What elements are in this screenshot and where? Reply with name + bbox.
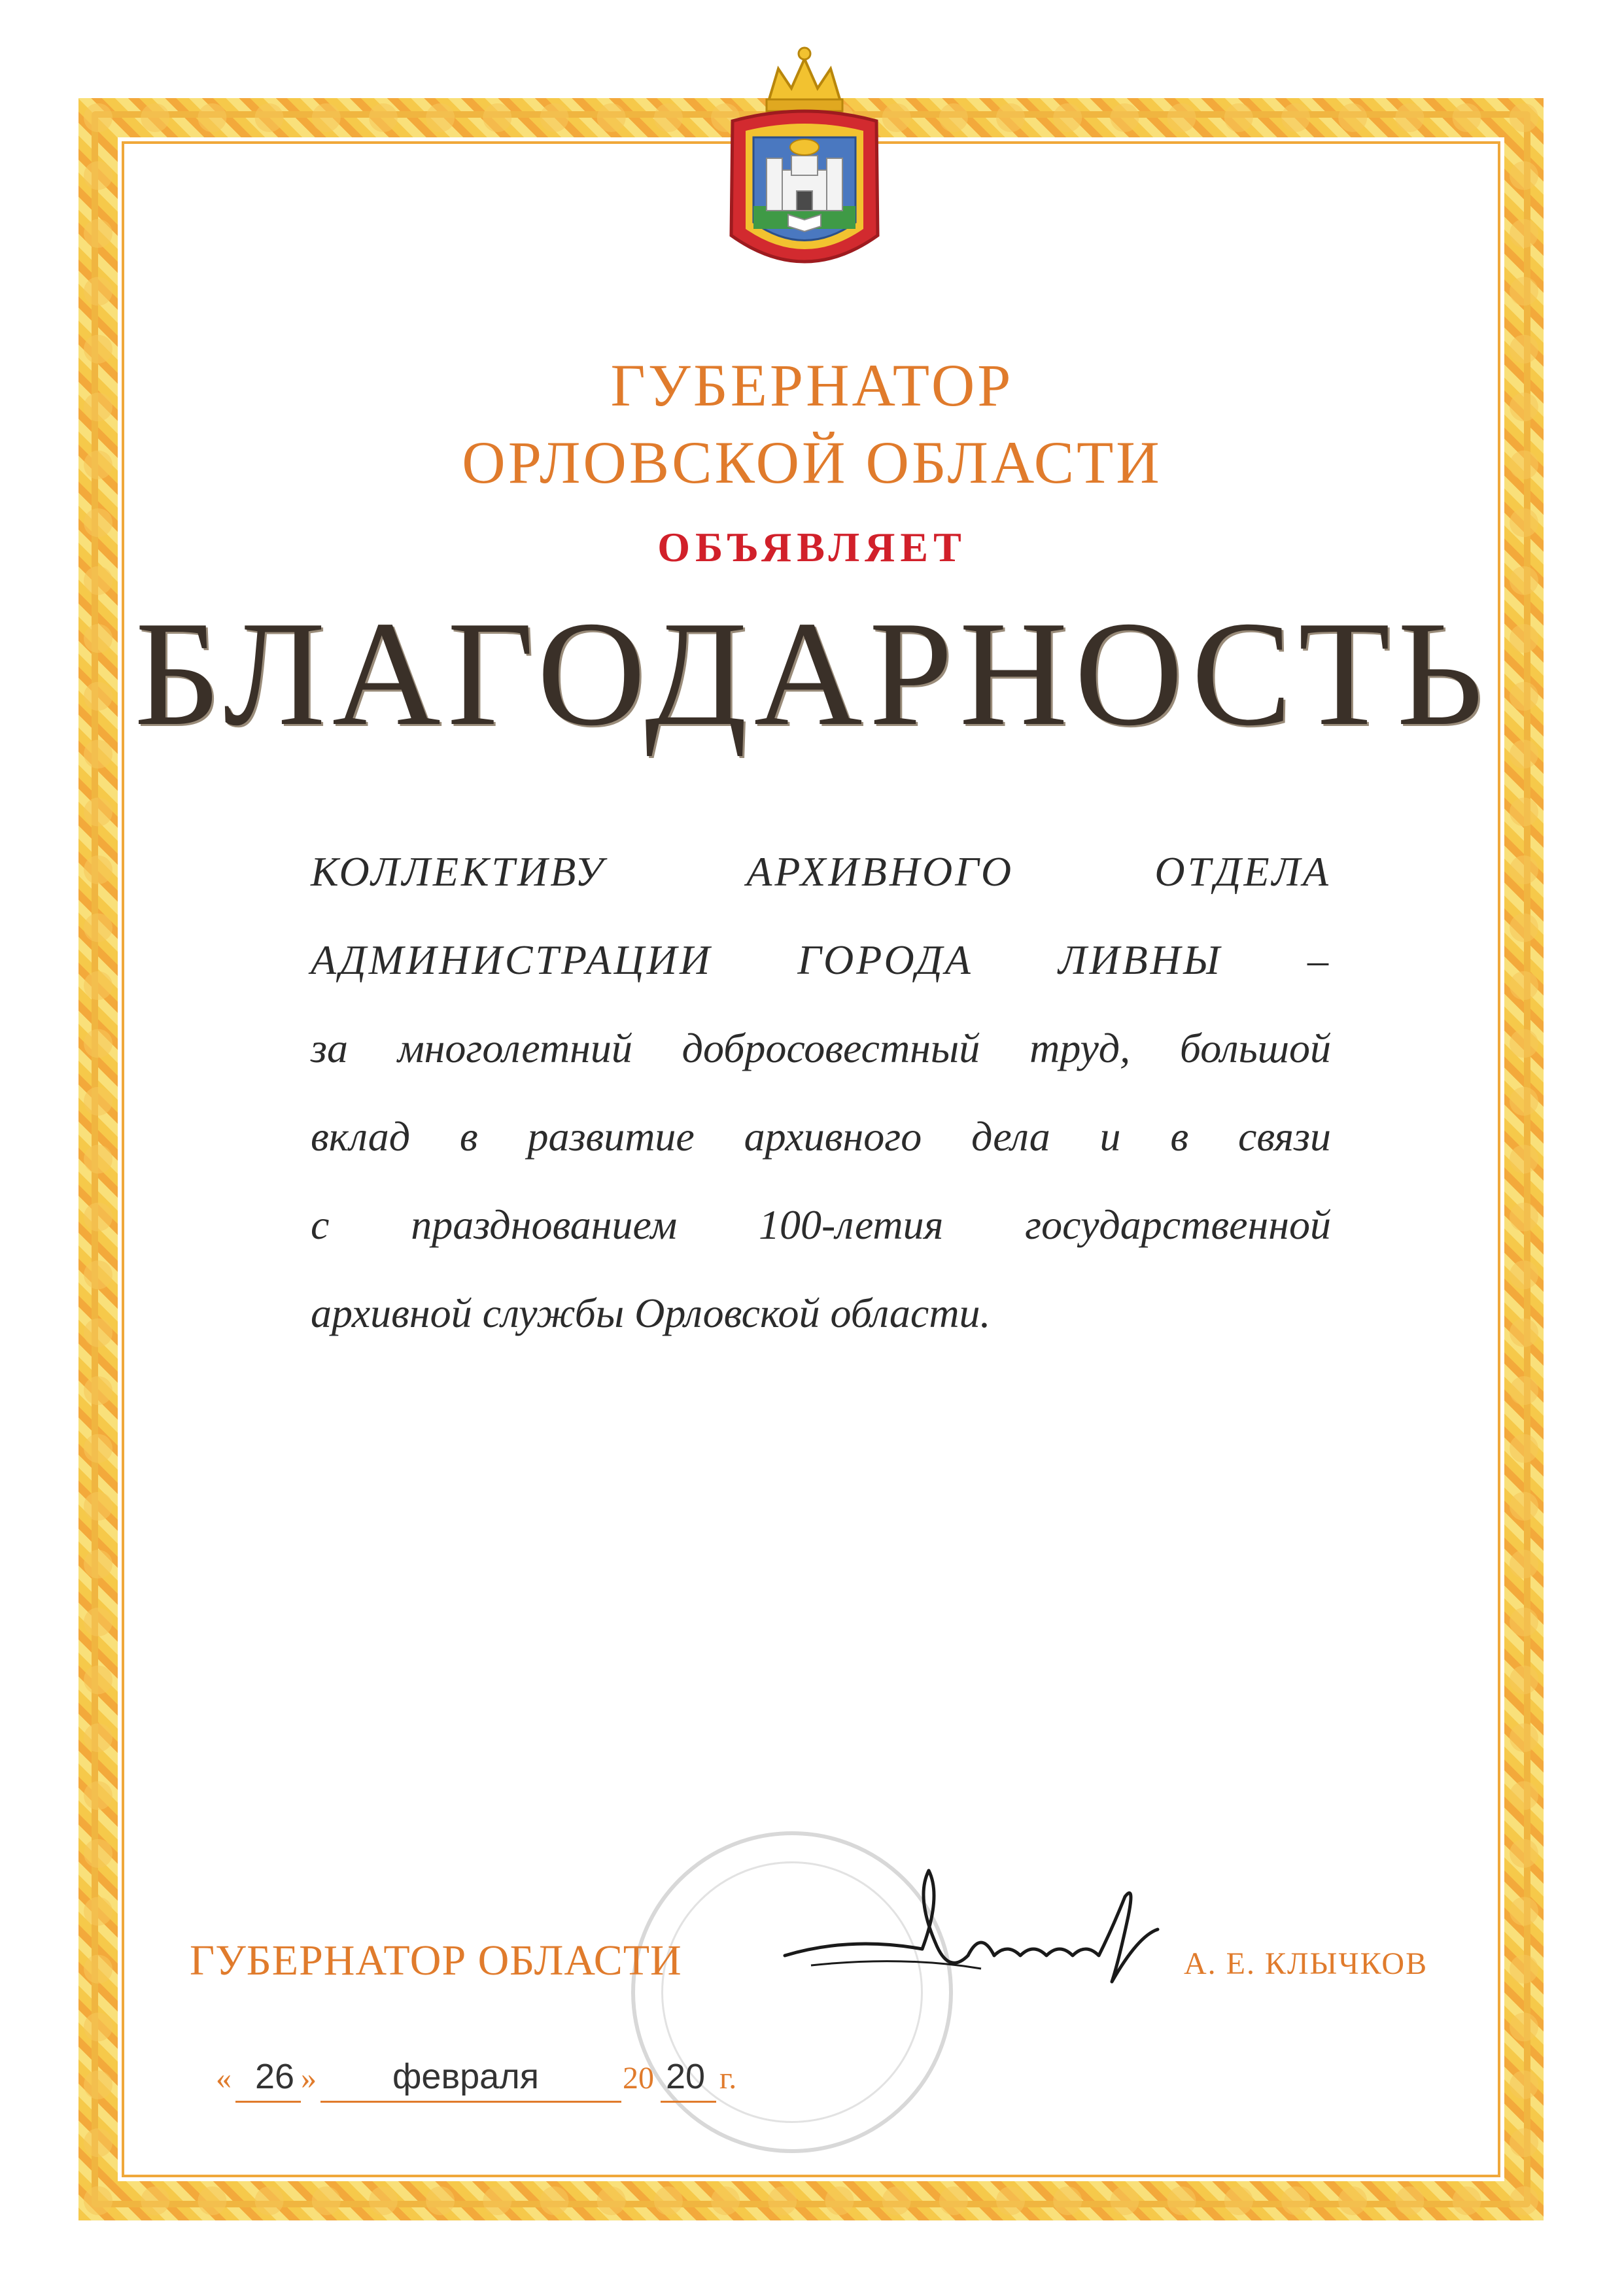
issue-date [216, 2057, 752, 2106]
crown-icon [767, 48, 842, 111]
year-underline [661, 2101, 716, 2103]
citation-line-3: с празднованием 100-летия государственной [311, 1201, 1331, 1248]
date-year-suffix: 20 [666, 2057, 706, 2096]
handwritten-signature [772, 1857, 1177, 2014]
citation-line-2: вклад в развитие архивного дела и в связи [311, 1113, 1331, 1160]
date-month: февраля [392, 2057, 539, 2096]
month-underline [320, 2101, 621, 2103]
day-underline [235, 2101, 301, 2103]
citation-text [311, 827, 1331, 1357]
double-headed-eagle-icon [790, 139, 819, 155]
issuer-line-1: ГУБЕРНАТОР [610, 352, 1014, 419]
signatory-name: А. Е. КЛЫЧКОВ [1184, 1946, 1428, 1981]
issuer-line-2: ОРЛОВСКОЙ ОБЛАСТИ [462, 429, 1162, 496]
citation-line-1: за многолетний добросовестный труд, большой [311, 1025, 1331, 1071]
fortress-icon [767, 156, 842, 211]
citation-line-4: архивной службы Орловской области. [311, 1290, 991, 1336]
signatory-role: ГУБЕРНАТОР ОБЛАСТИ [190, 1937, 682, 1984]
date-open-quote: « [216, 2061, 232, 2096]
date-year-mark: г. [719, 2061, 737, 2096]
date-year-prefix: 20 [623, 2061, 654, 2096]
recipient-line-1: КОЛЛЕКТИВУ АРХИВНОГО ОТДЕЛА [311, 848, 1331, 895]
document-title: БЛАГОДАРНОСТЬ [134, 590, 1490, 757]
orel-oblast-coat-of-arms [706, 39, 903, 301]
announces-label: ОБЪЯВЛЯЕТ [657, 524, 967, 570]
recipient-line-2: АДМИНИСТРАЦИИ ГОРОДА ЛИВНЫ – [311, 937, 1331, 983]
issuer-title [0, 347, 1624, 501]
date-day: 26 [255, 2057, 295, 2096]
date-close-quote: » [301, 2061, 317, 2096]
